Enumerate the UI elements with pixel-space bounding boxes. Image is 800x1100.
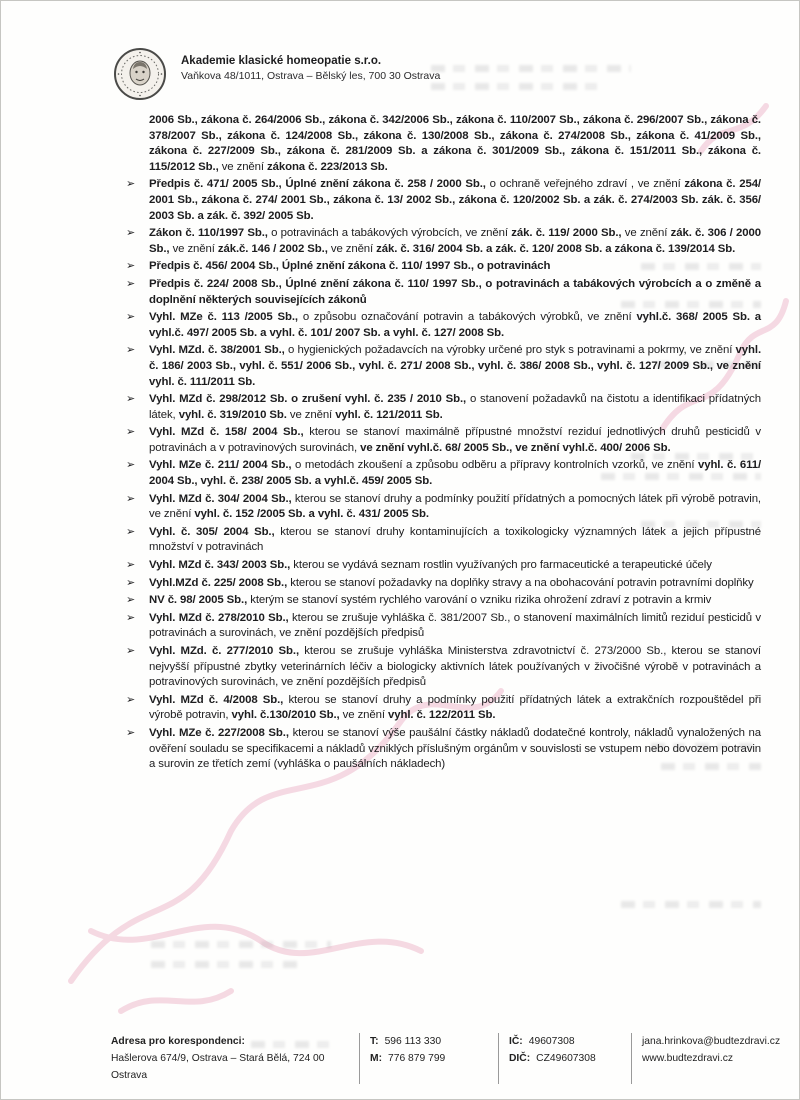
- list-item: [126, 392, 761, 423]
- arrow-bullet-icon: ➢: [126, 693, 136, 706]
- text-segment: vyhl. č. 121/2011 Sb.: [335, 408, 443, 421]
- list-item-text: [149, 277, 761, 308]
- text-segment: kterou se zrušuje vyhláška č. 381/2007 Sb., o stanovení maximálních limitů reziduí pesticidů v potravinách a surovinách, ve znění pozdějších předpisů: [149, 611, 761, 640]
- list-item: [126, 593, 761, 609]
- text-segment: vyhl. č.130/2010 Sb.,: [231, 709, 340, 722]
- text-segment: zákona č. 254/ 2001 Sb., zákona č. 274/ 2001 Sb., zákona č. 13/ 2002 Sb., zákona č. 120/2002 Sb. a zák. č. 274/2003 Sb. zák. č. 356/ 2003 Sb. a zák. č. 392/ 2005 Sb.: [149, 178, 761, 222]
- text-segment: kterou se stanoví výše paušální částky nákladů dodatečné kontroly, nákladů vynaložených na ověření souladu se specifikacemi a nákladů vzniklých příslušným orgánům v souvislosti se vstupem nebo dovozem potravin a surovin ze třetích zemí (vyhláška o paušálních nákladech): [149, 726, 762, 771]
- phone-m-label: M:: [370, 1053, 383, 1064]
- list-item: [126, 310, 761, 341]
- list-item: [126, 458, 762, 489]
- text-segment: o potravinách a tabákových výrobcích, ve znění: [267, 227, 512, 240]
- text-segment: Vyhl. MZd č. 4/2008 Sb.,: [149, 693, 284, 706]
- document-body: [126, 113, 762, 775]
- text-segment: Vyhl. MZd č. 278/2010 Sb.,: [149, 611, 289, 624]
- list-item-text: [149, 593, 761, 609]
- text-segment: Vyhl. MZe č. 211/ 2004 Sb.,: [149, 459, 292, 472]
- text-segment: Vyhl. MZe č. 227/2008 Sb.,: [149, 726, 289, 739]
- dic-label: DIČ:: [509, 1053, 531, 1064]
- ic-value: 49607308: [528, 1036, 575, 1047]
- regulation-list: [126, 177, 762, 772]
- text-segment: zák.č. 146 / 2002 Sb.,: [217, 242, 328, 255]
- phone-t-label: T:: [370, 1036, 379, 1047]
- document-header: [113, 47, 759, 101]
- arrow-bullet-icon: ➢: [126, 311, 136, 324]
- list-item: [126, 277, 761, 308]
- text-segment: Vyhl. MZd. č. 38/2001 Sb.,: [149, 344, 285, 357]
- text-segment: ve znění: [169, 242, 218, 255]
- list-item: [126, 611, 761, 642]
- arrow-bullet-icon: ➢: [126, 227, 136, 240]
- list-item: [126, 492, 761, 523]
- text-segment: kterou se stanoví druhy a podmínky použití přídatných látek a extrakčních rozpouštědel při výrobě potravin,: [149, 693, 762, 722]
- scan-bleed-artifact: [151, 961, 301, 968]
- list-item-text: [149, 226, 761, 257]
- text-segment: Vyhl. MZe č. 113 /2005 Sb.,: [149, 311, 298, 324]
- arrow-bullet-icon: ➢: [126, 260, 136, 273]
- text-segment: ve znění: [339, 709, 388, 722]
- text-segment: vyhl. č. 122/2011 Sb.: [388, 709, 496, 722]
- list-item-text: [149, 644, 761, 691]
- arrow-bullet-icon: ➢: [126, 611, 136, 624]
- list-item-text: [149, 259, 761, 275]
- list-item-text: [149, 425, 761, 456]
- scan-bleed-artifact: [621, 901, 761, 908]
- list-item-text: [149, 611, 761, 642]
- text-segment: ve znění: [621, 227, 671, 240]
- arrow-bullet-icon: ➢: [126, 277, 136, 290]
- list-item: [126, 177, 761, 224]
- arrow-bullet-icon: ➢: [126, 492, 136, 505]
- list-item: [126, 343, 762, 390]
- list-item: [126, 576, 761, 592]
- text-segment: Vyhl. MZd č. 158/ 2004 Sb.,: [149, 426, 304, 439]
- text-segment: kterou se vydává seznam rostlin využívaných pro farmaceutické a terapeutické účely: [290, 559, 712, 572]
- footer-website: www.budtezdravi.cz: [642, 1053, 733, 1064]
- list-item-text: [149, 392, 761, 423]
- text-segment: kterou se zrušuje vyhláška Ministerstva zdravotnictví č. 273/2000 Sb., kterou se stanoví nejvyšší přípustné zbytky veterinárních léčiv a biologicky aktivních látek používaných v živočišné výrobě v potravinách a potravinových surovinách, ve znění pozdějších předpisů: [149, 645, 761, 689]
- list-item-text: [149, 177, 761, 224]
- arrow-bullet-icon: ➢: [126, 178, 136, 191]
- arrow-bullet-icon: ➢: [126, 459, 136, 472]
- text-segment: kterou se stanoví maximálně přípustné množství reziduí jednotlivých druhů pesticidů v potravinách a v potravinových surovinách,: [149, 426, 762, 454]
- list-item: [126, 726, 762, 773]
- list-item: [126, 693, 762, 724]
- list-item-text: [149, 458, 761, 489]
- arrow-bullet-icon: ➢: [126, 645, 136, 657]
- arrow-bullet-icon: ➢: [126, 576, 136, 589]
- text-segment: vyhl.č. 368/ 2005 Sb. a vyhl.č. 497/ 2005 Sb. a vyhl. č. 101/ 2007 Sb. a vyhl. č. 127/ 2008 Sb.: [149, 311, 761, 339]
- text-segment: NV č. 98/ 2005 Sb.,: [149, 594, 248, 607]
- text-segment: kterou se stanoví požadavky na doplňky stravy a na obohacování potravin potravními doplňky: [287, 576, 754, 589]
- list-item-text: [149, 558, 761, 574]
- text-segment: kterou se stanoví druhy kontaminujících a toxikologicky významných látek a jejich přípustné množství v potravinách: [149, 525, 761, 554]
- text-segment: Vyhl. MZd. č. 277/2010 Sb.,: [149, 645, 300, 657]
- text-segment: vyhl. č. 152 /2005 Sb. a vyhl. č. 431/ 2005 Sb.: [194, 508, 429, 521]
- list-item-text: [149, 343, 761, 390]
- text-segment: Předpis č. 224/ 2008 Sb., Úplné znění zákona č. 110/ 1997 Sb., o potravinách a tabákových výrobcích a o změně a doplnění některých souvisejících zákonů: [149, 277, 761, 306]
- list-item-text: [149, 310, 761, 341]
- arrow-bullet-icon: ➢: [126, 594, 136, 607]
- list-item: [126, 644, 761, 691]
- arrow-bullet-icon: ➢: [126, 426, 136, 439]
- text-segment: Předpis č. 471/ 2005 Sb., Úplné znění zákona č. 258 / 2000 Sb.,: [149, 178, 486, 191]
- arrow-bullet-icon: ➢: [126, 525, 136, 538]
- footer-ids-block: [498, 1033, 631, 1084]
- ic-label: IČ:: [509, 1036, 523, 1047]
- company-address: Vaňkova 48/1011, Ostrava – Bělský les, 700 30 Ostrava: [181, 70, 441, 82]
- company-name: Akademie klasické homeopatie s.r.o.: [181, 55, 382, 67]
- list-item-text: [149, 693, 761, 724]
- arrow-bullet-icon: ➢: [126, 344, 136, 357]
- list-item: [126, 525, 761, 556]
- list-item: [126, 425, 762, 456]
- text-segment: Vyhl. MZd č. 298/2012 Sb. o zrušení vyhl. č. 235 / 2010 Sb.,: [149, 393, 467, 406]
- text-segment: vyhl. č. 319/2010 Sb.: [178, 408, 287, 421]
- phone-t-value: 596 113 330: [384, 1036, 442, 1047]
- company-logo-seal-icon: [113, 47, 167, 101]
- text-segment: kterou se stanoví druhy a podmínky použití přídatných a pomocných látek při výrobě potravin, ve znění: [149, 492, 761, 521]
- arrow-bullet-icon: ➢: [126, 393, 136, 406]
- intro-paragraph: [149, 113, 761, 175]
- text-segment: Vyhl. MZd č. 343/ 2003 Sb.,: [149, 559, 291, 572]
- text-segment: kterým se stanoví systém rychlého varování o vzniku rizika ohrožení zdraví z potravin a krmiv: [247, 594, 712, 607]
- arrow-bullet-icon: ➢: [126, 726, 136, 739]
- footer-address-label: Adresa pro korespondenci:: [111, 1036, 245, 1047]
- list-item-text: [149, 576, 761, 592]
- text-segment: zák. č. 306 / 2000 Sb.,: [149, 227, 761, 255]
- text-segment: vyhl. č. 611/ 2004 Sb., vyhl. č. 238/ 2005 Sb. a vyhl.č. 459/ 2005 Sb.: [149, 459, 762, 488]
- text-segment: zák. č. 119/ 2000 Sb.,: [511, 227, 622, 240]
- list-item-text: [149, 525, 761, 556]
- list-item: [126, 259, 761, 275]
- text-segment: ve znění: [327, 242, 377, 255]
- company-info: [181, 47, 440, 84]
- footer-address-value: Hašlerova 674/9, Ostrava – Stará Bělá, 724 00 Ostrava: [111, 1053, 325, 1081]
- text-segment: o způsobu označování potravin a tabákových výrobků, ve znění: [297, 311, 637, 324]
- text-segment: Vyhl.MZd č. 225/ 2008 Sb.,: [149, 576, 288, 589]
- list-item-text: [149, 726, 761, 773]
- dic-value: CZ49607308: [536, 1053, 596, 1064]
- text-segment: 2006 Sb., zákona č. 264/2006 Sb., zákona č. 342/2006 Sb., zákona č. 110/2007 Sb., zákona č. 296/2007 Sb., zákona č. 378/2007 Sb., zákona č. 124/2008 Sb., zákona č. 130/2008 Sb., zákona č. 274/2008 Sb., zákona č. 41/2009 Sb., zákona č. 227/2009 Sb., zákona č. 281/2009 Sb. a zákona č. 301/2009 Sb., zákona č. 151/2011 Sb., zákona č. 115/2012 Sb.,: [149, 114, 761, 173]
- footer-address-block: [111, 1033, 359, 1084]
- text-segment: ve znění: [221, 160, 268, 173]
- text-segment: Zákon č. 110/1997 Sb.,: [149, 227, 268, 240]
- text-segment: ve znění: [286, 408, 336, 421]
- text-segment: zákona č. 223/2013 Sb.: [267, 160, 388, 173]
- text-segment: o metodách zkoušení a způsobu odběru a přípravy kontrolních vzorků, ve znění: [291, 459, 698, 472]
- text-segment: o stanovení požadavků na čistotu a identifikaci přídatných látek,: [149, 393, 761, 421]
- text-segment: ve znění vyhl.č. 68/ 2005 Sb., ve znění vyhl.č. 400/ 2006 Sb.: [360, 441, 671, 454]
- list-item: [126, 558, 761, 574]
- list-item-text: [149, 492, 761, 523]
- arrow-bullet-icon: ➢: [126, 559, 136, 572]
- text-segment: Vyhl. MZd č. 304/ 2004 Sb.,: [149, 492, 292, 505]
- phone-m-value: 776 879 799: [388, 1053, 446, 1064]
- scan-bleed-artifact: [151, 941, 331, 948]
- footer-email: jana.hrinkova@budtezdravi.cz: [642, 1036, 781, 1047]
- text-segment: zák. č. 316/ 2004 Sb. a zák. č. 120/ 2008 Sb. a zákona č. 139/2014 Sb.: [376, 242, 736, 255]
- list-item: [126, 226, 761, 257]
- document-footer: [111, 1033, 781, 1084]
- text-segment: o ochraně veřejného zdraví , ve znění: [485, 178, 685, 191]
- text-segment: Vyhl. č. 305/ 2004 Sb.,: [149, 525, 275, 538]
- footer-phones-block: [359, 1033, 498, 1084]
- text-segment: o hygienických požadavcích na výrobky určené pro styk s potravinami a pokrmy, ve znění: [284, 344, 736, 357]
- text-segment: vyhl. č. 186/ 2003 Sb., vyhl. č. 551/ 2006 Sb., vyhl. č. 271/ 2008 Sb., vyhl. č. 386/ 2008 Sb., vyhl. č. 127/ 2009 Sb., ve znění vyhl. č. 111/2011 Sb.: [149, 344, 762, 388]
- footer-web-block: [631, 1033, 790, 1084]
- text-segment: Předpis č. 456/ 2004 Sb., Úplné znění zákona č. 110/ 1997 Sb., o potravinách: [149, 260, 551, 273]
